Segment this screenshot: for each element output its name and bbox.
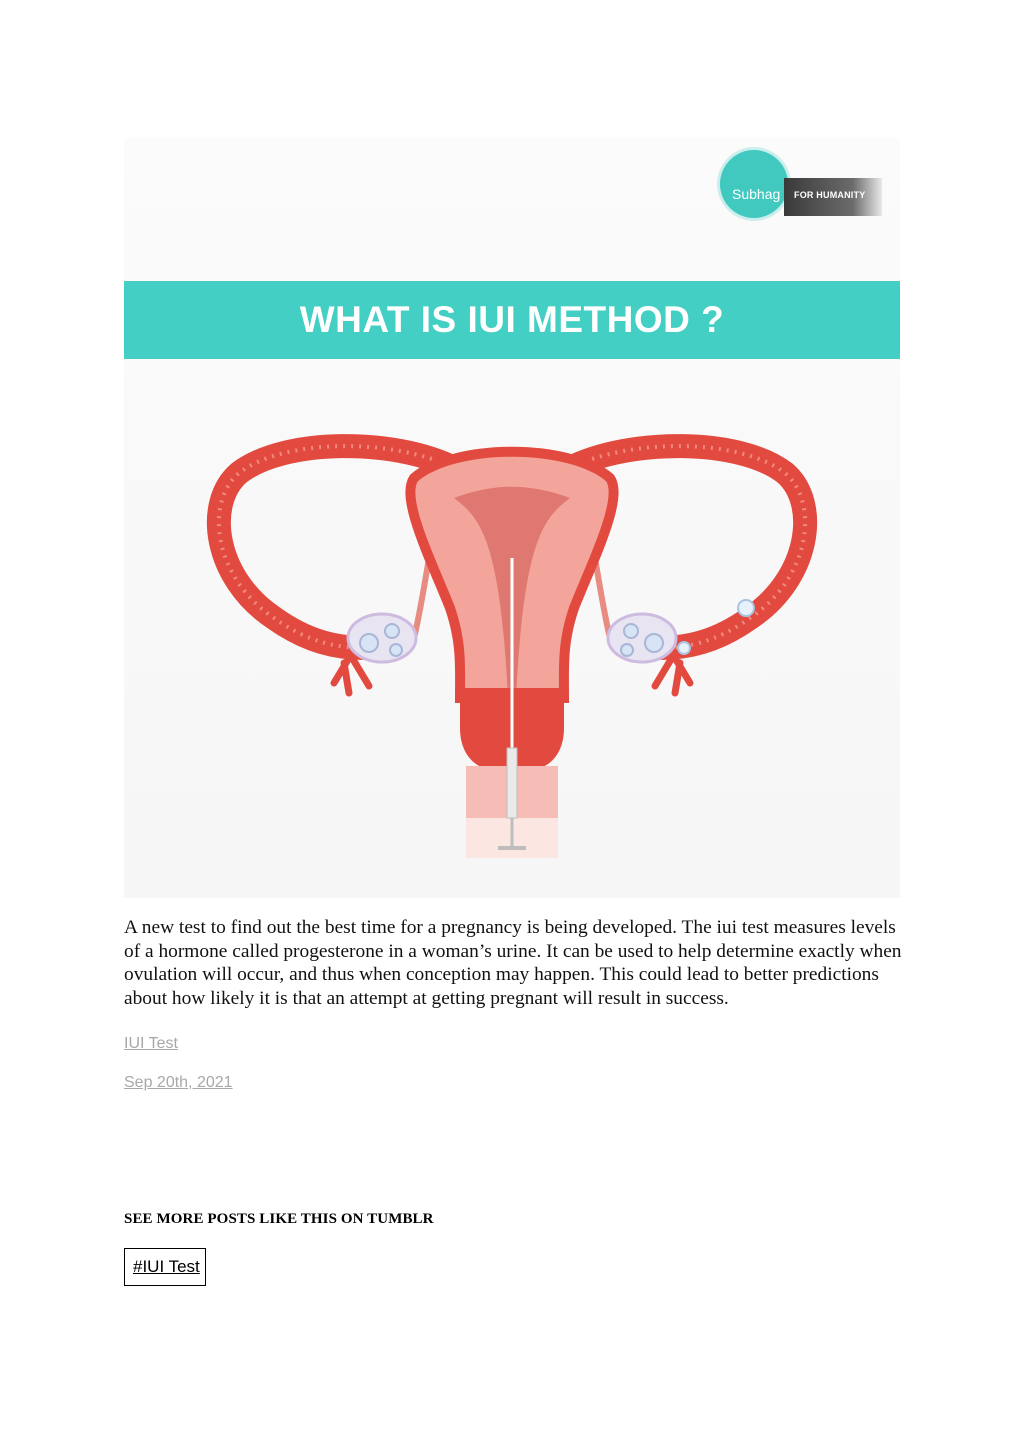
hero-image [124,138,900,898]
post-tag-link[interactable]: IUI Test [124,1035,178,1052]
logo-tagline: FOR HUMANITY [794,190,866,200]
see-more-heading: SEE MORE POSTS LIKE THIS ON TUMBLR [124,1211,434,1227]
left-follicle [385,624,399,638]
right-follicle [621,644,633,656]
right-ligament [595,558,610,638]
left-ligament [414,558,429,638]
tag-label[interactable]: #IUI Test [133,1257,200,1276]
tag-button[interactable] [124,1248,206,1286]
left-follicle [360,634,378,652]
right-follicle [645,634,663,652]
egg-cell [738,600,754,616]
banner-title: WHAT IS IUI METHOD ? [299,299,725,340]
right-fimbriae [655,658,690,693]
article-body: A new test to find out the best time for a pregnancy is being developed. The iui test measures levels of a hormone called progesterone in a woman’s urine. It can be used to help determine exactly when ovulation will occur, and thus when conception may happen. This could lead to better predictions about how likely it is that an attempt at getting pregnant will result in success. [124,917,902,1009]
right-follicle [624,624,638,638]
uterus-illustration [124,138,900,898]
left-ovary [348,614,416,662]
logo-text: Subhag [732,186,781,202]
post-date-link[interactable]: Sep 20th, 2021 [124,1074,233,1091]
left-follicle [390,644,402,656]
syringe-barrel [507,748,517,818]
egg-cell [678,642,690,654]
right-ovary [608,614,676,662]
left-fimbriae [334,658,369,693]
